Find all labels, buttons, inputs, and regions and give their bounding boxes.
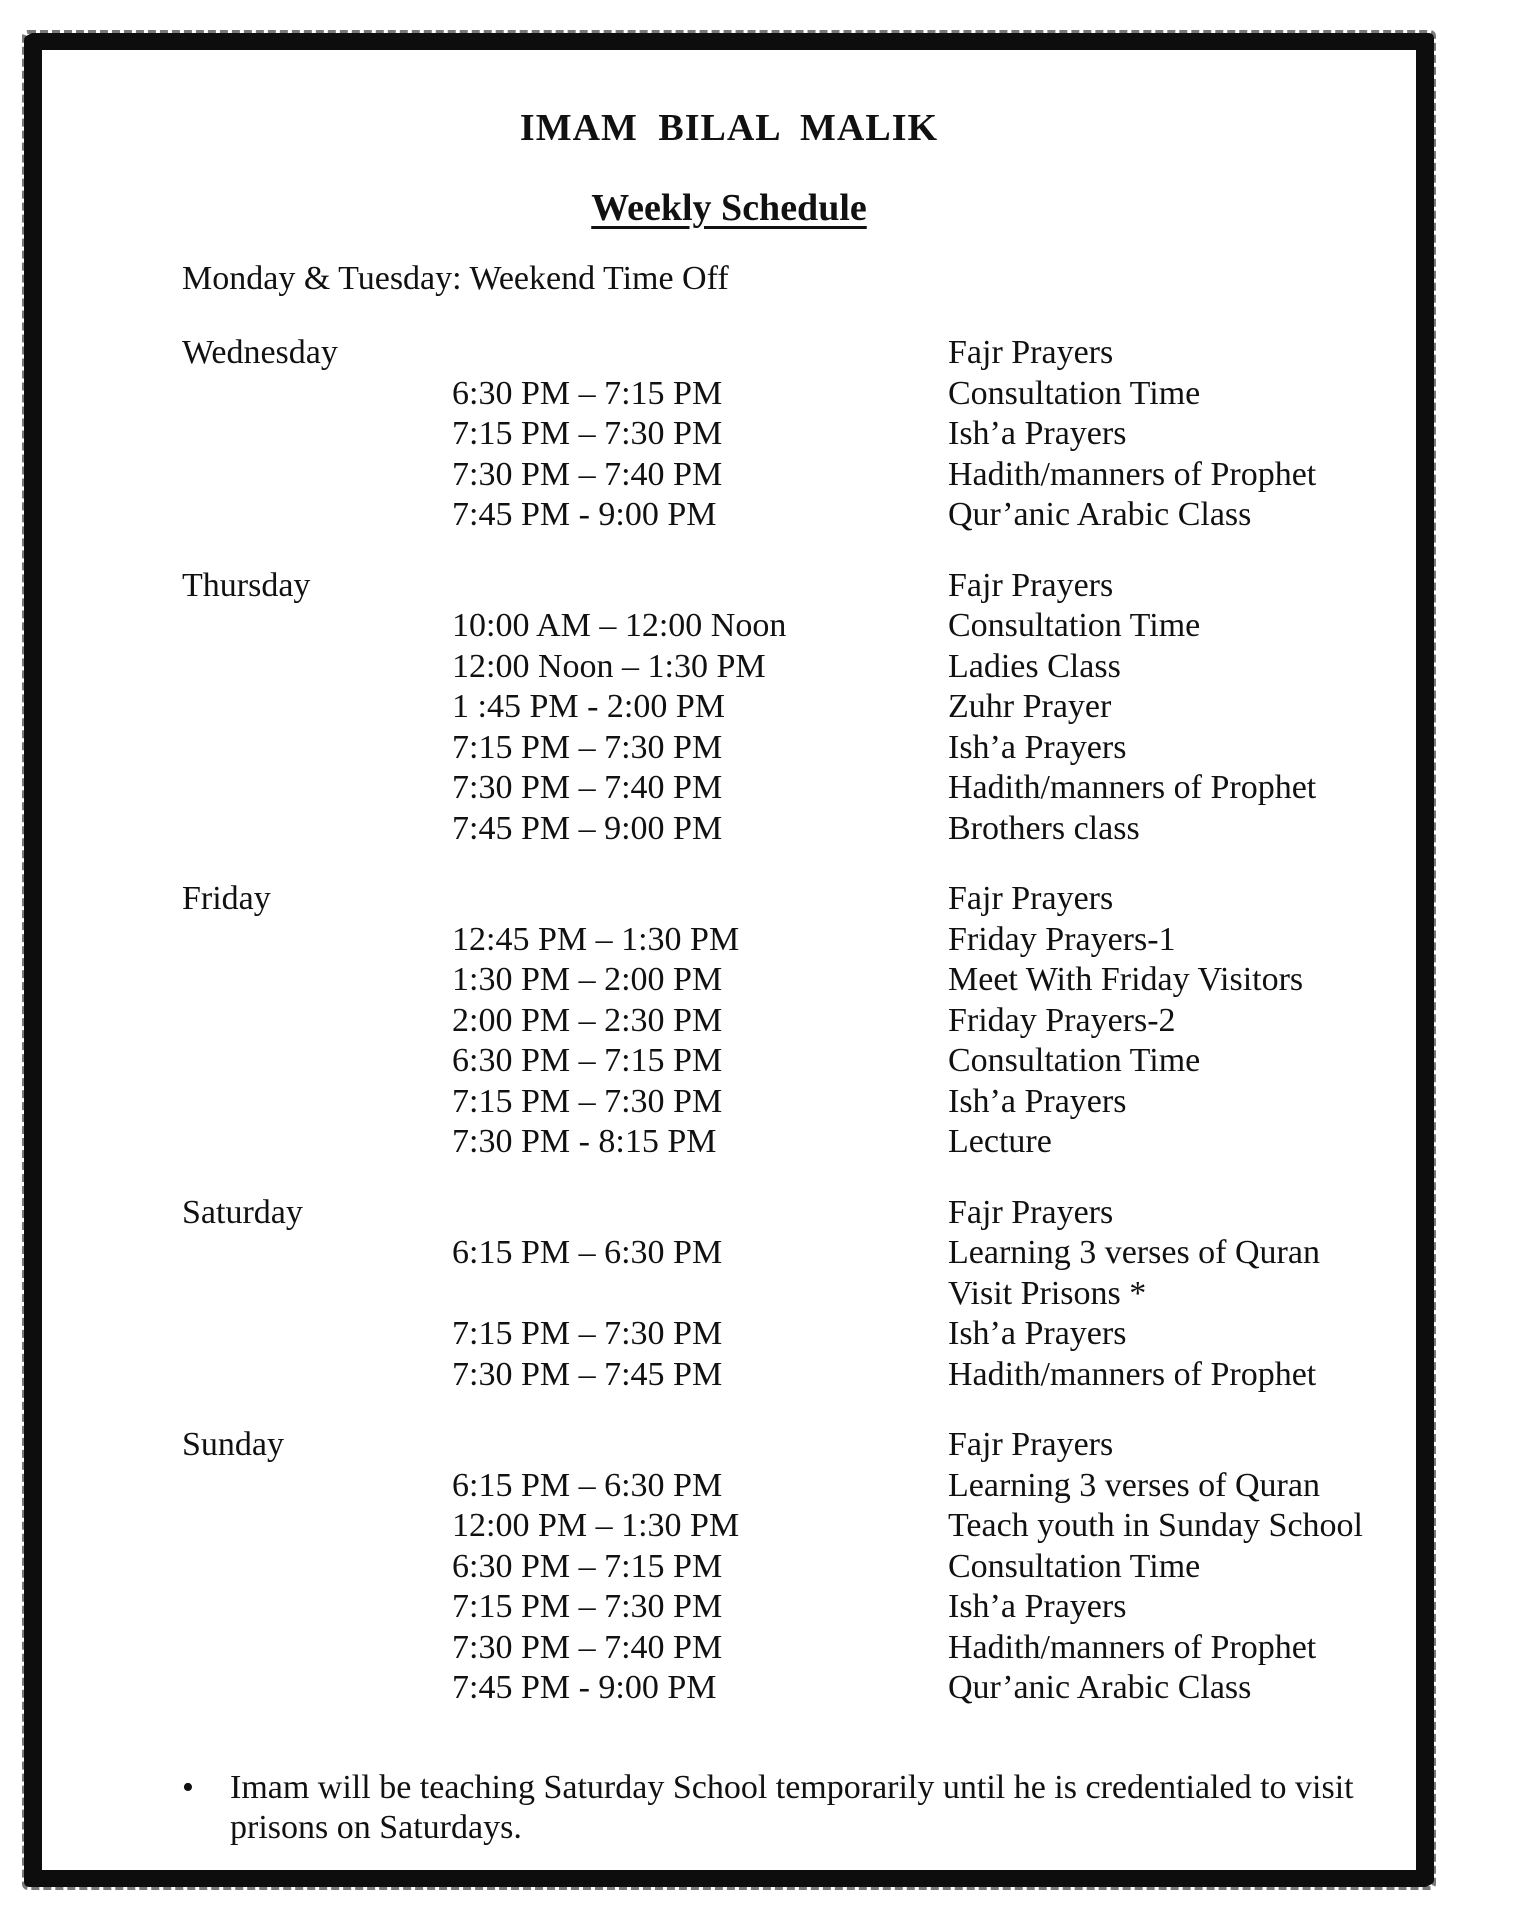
schedule-row bbox=[182, 333, 1382, 374]
footnote-text: Imam will be teaching Saturday School temporarily until he is credentialed to visit prisons on Saturdays. bbox=[230, 1769, 1354, 1846]
schedule-row bbox=[182, 374, 1382, 415]
day-name: Wednesday bbox=[182, 334, 338, 371]
schedule-row bbox=[182, 1314, 1382, 1355]
page-border bbox=[28, 36, 1430, 1884]
weekly-schedule bbox=[182, 333, 1382, 1739]
activity: Ish’a Prayers bbox=[948, 1315, 1127, 1352]
schedule-row bbox=[182, 1001, 1382, 1042]
schedule-row bbox=[182, 1274, 1382, 1315]
activity: Consultation Time bbox=[948, 607, 1201, 644]
time-range: 6:30 PM – 7:15 PM bbox=[452, 374, 723, 412]
schedule-row bbox=[182, 414, 1382, 455]
activity: Learning 3 verses of Quran bbox=[948, 1234, 1320, 1271]
time-range: 7:15 PM – 7:30 PM bbox=[452, 1315, 723, 1352]
time-range: 7:30 PM – 7:40 PM bbox=[452, 455, 723, 493]
activity: Fajr Prayers bbox=[948, 1193, 1114, 1231]
off-days-note: Monday & Tuesday: Weekend Time Off bbox=[182, 260, 729, 297]
schedule-row bbox=[182, 606, 1382, 647]
schedule-row bbox=[182, 920, 1382, 961]
time-range: 7:45 PM - 9:00 PM bbox=[452, 1669, 717, 1706]
time-range: 6:30 PM – 7:15 PM bbox=[452, 1042, 723, 1079]
schedule-row bbox=[182, 1041, 1382, 1082]
day-block-thursday bbox=[182, 566, 1382, 850]
time-range: 7:15 PM – 7:30 PM bbox=[452, 1588, 723, 1625]
activity: Lecture bbox=[948, 1123, 1052, 1160]
schedule-row bbox=[182, 1193, 1382, 1234]
schedule-row bbox=[182, 1233, 1382, 1274]
time-range: 10:00 AM – 12:00 Noon bbox=[452, 607, 787, 644]
schedule-row bbox=[182, 1122, 1382, 1163]
activity: Fajr Prayers bbox=[948, 566, 1114, 604]
time-range: 7:30 PM - 8:15 PM bbox=[452, 1123, 717, 1160]
schedule-row bbox=[182, 1355, 1382, 1396]
activity: Qur’anic Arabic Class bbox=[948, 496, 1252, 533]
day-block-saturday bbox=[182, 1193, 1382, 1396]
schedule-row bbox=[182, 1668, 1382, 1709]
day-name: Saturday bbox=[182, 1193, 303, 1231]
page-subtitle: Weekly Schedule bbox=[591, 187, 867, 229]
activity: Ish’a Prayers bbox=[948, 728, 1127, 766]
activity: Visit Prisons * bbox=[948, 1274, 1147, 1312]
activity: Qur’anic Arabic Class bbox=[948, 1669, 1252, 1706]
schedule-row bbox=[182, 1082, 1382, 1123]
schedule-row bbox=[182, 809, 1382, 850]
schedule-row bbox=[182, 1425, 1382, 1466]
day-block-sunday bbox=[182, 1425, 1382, 1709]
schedule-row bbox=[182, 1547, 1382, 1588]
time-range: 2:00 PM – 2:30 PM bbox=[452, 1001, 723, 1039]
time-range: 7:45 PM – 9:00 PM bbox=[452, 809, 723, 847]
schedule-row bbox=[182, 879, 1382, 920]
time-range: 6:15 PM – 6:30 PM bbox=[452, 1466, 723, 1504]
time-range: 7:30 PM – 7:40 PM bbox=[452, 1628, 723, 1666]
schedule-document bbox=[42, 50, 1416, 1870]
activity: Ish’a Prayers bbox=[948, 1082, 1127, 1120]
day-name: Friday bbox=[182, 880, 271, 917]
time-range: 12:00 PM – 1:30 PM bbox=[452, 1507, 740, 1544]
time-range: 6:15 PM – 6:30 PM bbox=[452, 1234, 723, 1271]
schedule-row bbox=[182, 728, 1382, 769]
time-range: 12:45 PM – 1:30 PM bbox=[452, 920, 740, 958]
activity: Brothers class bbox=[948, 809, 1140, 847]
schedule-row bbox=[182, 960, 1382, 1001]
schedule-row bbox=[182, 687, 1382, 728]
time-range: 1 :45 PM - 2:00 PM bbox=[452, 688, 725, 725]
activity: Consultation Time bbox=[948, 1547, 1201, 1585]
time-range: 7:30 PM – 7:45 PM bbox=[452, 1355, 723, 1393]
time-range: 7:15 PM – 7:30 PM bbox=[452, 728, 723, 766]
activity: Hadith/manners of Prophet bbox=[948, 769, 1317, 806]
activity: Meet With Friday Visitors bbox=[948, 961, 1304, 998]
day-name: Thursday bbox=[182, 566, 311, 604]
activity: Ish’a Prayers bbox=[948, 1588, 1127, 1625]
activity: Learning 3 verses of Quran bbox=[948, 1466, 1320, 1504]
time-range: 7:15 PM – 7:30 PM bbox=[452, 415, 723, 452]
activity: Fajr Prayers bbox=[948, 1426, 1114, 1463]
schedule-row bbox=[182, 1506, 1382, 1547]
schedule-row bbox=[182, 566, 1382, 607]
activity: Friday Prayers-2 bbox=[948, 1001, 1176, 1039]
activity: Hadith/manners of Prophet bbox=[948, 455, 1317, 493]
activity: Friday Prayers-1 bbox=[948, 920, 1176, 958]
schedule-row bbox=[182, 647, 1382, 688]
time-range: 6:30 PM – 7:15 PM bbox=[452, 1547, 723, 1585]
activity: Ladies Class bbox=[948, 647, 1121, 685]
schedule-row bbox=[182, 1587, 1382, 1628]
activity: Ish’a Prayers bbox=[948, 415, 1127, 452]
time-range: 7:30 PM – 7:40 PM bbox=[452, 769, 723, 806]
schedule-row bbox=[182, 1466, 1382, 1507]
time-range: 12:00 Noon – 1:30 PM bbox=[452, 647, 766, 685]
activity: Consultation Time bbox=[948, 1042, 1201, 1079]
bullet-icon: • bbox=[182, 1769, 194, 1806]
time-range: 1:30 PM – 2:00 PM bbox=[452, 961, 723, 998]
activity: Hadith/manners of Prophet bbox=[948, 1628, 1317, 1666]
day-block-friday bbox=[182, 879, 1382, 1163]
schedule-row bbox=[182, 768, 1382, 809]
schedule-row bbox=[182, 455, 1382, 496]
activity: Zuhr Prayer bbox=[948, 688, 1112, 725]
schedule-row bbox=[182, 495, 1382, 536]
activity: Consultation Time bbox=[948, 374, 1201, 412]
time-range: 7:45 PM - 9:00 PM bbox=[452, 496, 717, 533]
activity: Fajr Prayers bbox=[948, 334, 1114, 371]
activity: Teach youth in Sunday School bbox=[948, 1507, 1364, 1544]
activity: Fajr Prayers bbox=[948, 880, 1114, 917]
day-name: Sunday bbox=[182, 1426, 284, 1463]
activity: Hadith/manners of Prophet bbox=[948, 1355, 1317, 1393]
day-block-wednesday bbox=[182, 333, 1382, 536]
page-title: IMAM BILAL MALIK bbox=[519, 107, 939, 149]
schedule-row bbox=[182, 1628, 1382, 1669]
time-range: 7:15 PM – 7:30 PM bbox=[452, 1082, 723, 1120]
